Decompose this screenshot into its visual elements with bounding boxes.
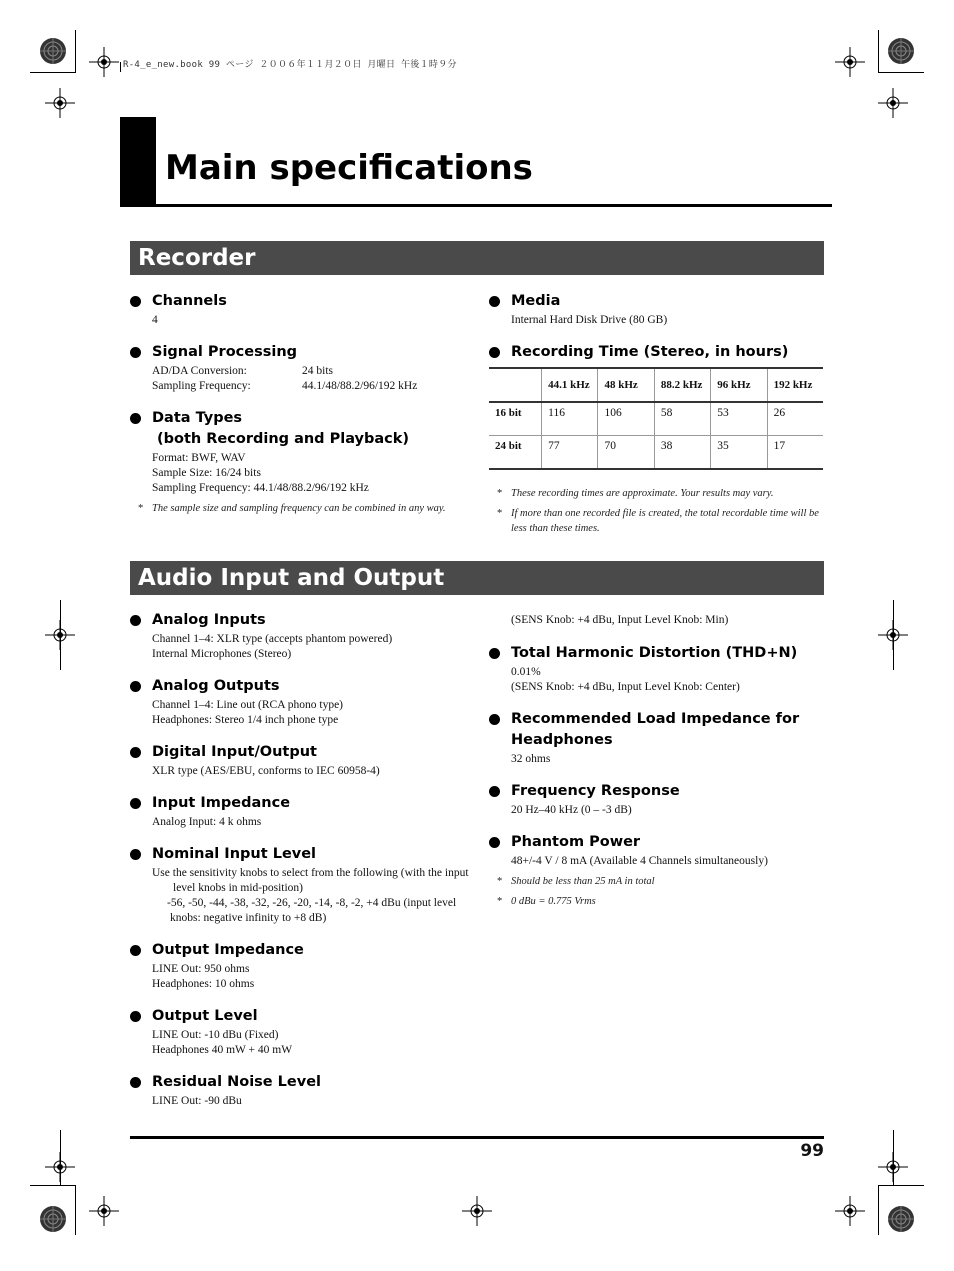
bullet-icon [489, 648, 500, 659]
bullet-icon [489, 296, 500, 307]
note-text: The sample size and sampling frequency can be combined in any way. [152, 503, 446, 514]
spec-label: Output Level [152, 1008, 258, 1024]
spec-label-continued: Headphones [511, 732, 613, 748]
section-heading-recorder: Recorder [138, 245, 256, 271]
crop-line [75, 30, 76, 72]
spec-key: AD/DA Conversion: [152, 365, 247, 377]
spec-residual-noise [130, 1072, 470, 1109]
registration-mark-bottom-center [462, 1196, 492, 1226]
spec-label: Input Impedance [152, 795, 291, 811]
note-text: 0 dBu = 0.775 Vrms [511, 896, 596, 907]
table-row [489, 436, 823, 470]
spec-label: Residual Noise Level [152, 1074, 322, 1090]
crop-line [878, 1185, 879, 1235]
crop-line [893, 600, 894, 670]
spec-label: Media [511, 293, 561, 309]
note-asterisk: * [497, 488, 503, 499]
recorder-right-column [489, 291, 825, 550]
bullet-icon [489, 786, 500, 797]
audio-io-left-column [130, 610, 470, 1123]
bullet-icon [130, 347, 141, 358]
bullet-icon [130, 798, 141, 809]
spec-value: Sample Size: 16/24 bits [152, 467, 261, 479]
note-asterisk: * [138, 503, 144, 514]
crop-line [30, 72, 76, 73]
spec-label: Total Harmonic Distortion (THD+N) [511, 645, 798, 661]
spec-thd [489, 643, 825, 695]
table-cell: 17 [767, 436, 823, 470]
crop-line [30, 1185, 76, 1186]
spec-frequency-response [489, 781, 825, 818]
spec-value: Analog Input: 4 k ohms [152, 816, 262, 828]
bullet-icon [489, 837, 500, 848]
registration-disc-bottom-left [39, 1205, 67, 1233]
table-row-header: 16 bit [489, 402, 542, 436]
spec-value: Channel 1–4: XLR type (accepts phantom powered) [152, 633, 393, 645]
spec-label-continued: (both Recording and Playback) [157, 431, 410, 447]
spec-value: Format: BWF, WAV [152, 452, 246, 464]
spec-label: Frequency Response [511, 783, 680, 799]
spec-phantom-power [489, 832, 825, 909]
note-text: If more than one recorded file is created, the total recordable time will be less than these times. [511, 508, 819, 534]
note-asterisk: * [497, 876, 503, 887]
footer-rule [130, 1136, 824, 1139]
spec-value: Internal Microphones (Stereo) [152, 648, 292, 660]
spec-value: 4 [152, 314, 158, 326]
spec-value: LINE Out: -90 dBu [152, 1095, 242, 1107]
table-column-header: 96 kHz [711, 368, 767, 402]
table-cell: 77 [542, 436, 598, 470]
registration-mark-top-left-inner [89, 47, 119, 77]
table-cell: 58 [654, 402, 710, 436]
table-corner-cell [489, 368, 542, 402]
spec-label: Output Impedance [152, 942, 304, 958]
spec-signal-processing [130, 342, 470, 394]
note-text: Should be less than 25 mA in total [511, 876, 655, 887]
registration-mark-top-left-outer [45, 88, 75, 118]
spec-value: 20 Hz–40 kHz (0 – -3 dB) [511, 804, 632, 816]
recording-time-table [489, 367, 823, 470]
table-row-header: 24 bit [489, 436, 542, 470]
spec-nominal-input-level [130, 844, 470, 926]
section-bar-recorder [130, 241, 824, 275]
crop-line [120, 62, 121, 72]
bullet-icon [130, 1077, 141, 1088]
table-cell: 35 [711, 436, 767, 470]
spec-value: 48+/-4 V / 8 mA (Available 4 Channels simultaneously) [511, 855, 768, 867]
crop-line [60, 600, 61, 670]
table-header-row [489, 368, 823, 402]
title-rule [120, 204, 832, 207]
crop-line [878, 1185, 924, 1186]
table-column-header: 44.1 kHz [542, 368, 598, 402]
registration-disc-top-left [39, 37, 67, 65]
spec-value: 44.1/48/88.2/96/192 kHz [302, 380, 418, 392]
spec-value-continued: (SENS Knob: +4 dBu, Input Level Knob: Min) [511, 614, 729, 626]
spec-value: -56, -50, -44, -38, -32, -26, -20, -14, -8, -2, +4 dBu (input level knobs: negative infinity to +8 dB) [167, 897, 457, 924]
table-row [489, 402, 823, 436]
bullet-icon [489, 347, 500, 358]
crop-line [893, 1130, 894, 1185]
table-cell: 38 [654, 436, 710, 470]
spec-value: Headphones: 10 ohms [152, 978, 255, 990]
registration-mark-bottom-right-inner [835, 1196, 865, 1226]
registration-mark-bottom-left-inner [89, 1196, 119, 1226]
spec-value: XLR type (AES/EBU, conforms to IEC 60958-4) [152, 765, 380, 777]
spec-label: Digital Input/Output [152, 744, 317, 760]
crop-line [878, 72, 924, 73]
page-number: 99 [800, 1141, 824, 1161]
spec-value: (SENS Knob: +4 dBu, Input Level Knob: Center) [511, 681, 740, 693]
section-heading-audio-io: Audio Input and Output [138, 565, 445, 591]
spec-media [489, 291, 825, 328]
note-text: These recording times are approximate. Your results may vary. [511, 488, 774, 499]
spec-analog-inputs [130, 610, 470, 662]
spec-label: Data Types [152, 410, 243, 426]
table-cell: 53 [711, 402, 767, 436]
spec-value: Channel 1–4: Line out (RCA phono type) [152, 699, 344, 711]
spec-value: Internal Hard Disk Drive (80 GB) [511, 314, 668, 326]
spec-data-types [130, 408, 470, 516]
spec-digital-io [130, 742, 470, 779]
crop-line [878, 30, 879, 72]
spec-label: Phantom Power [511, 834, 641, 850]
spec-output-impedance [130, 940, 470, 992]
bullet-icon [130, 747, 141, 758]
table-column-header: 192 kHz [767, 368, 823, 402]
spec-label: Signal Processing [152, 344, 298, 360]
title-block-accent [120, 117, 156, 206]
table-column-header: 48 kHz [598, 368, 654, 402]
table-cell: 70 [598, 436, 654, 470]
registration-disc-top-right [887, 37, 915, 65]
registration-mark-top-right-inner [835, 47, 865, 77]
spec-value: Headphones: Stereo 1/4 inch phone type [152, 714, 339, 726]
spec-value: LINE Out: 950 ohms [152, 963, 250, 975]
spec-label: Recommended Load Impedance for [511, 711, 800, 727]
spec-label: Recording Time (Stereo, in hours) [511, 344, 789, 360]
spec-label: Channels [152, 293, 227, 309]
table-cell: 106 [598, 402, 654, 436]
table-column-header: 88.2 kHz [654, 368, 710, 402]
bullet-icon [130, 681, 141, 692]
spec-value: 24 bits [302, 365, 333, 377]
note-asterisk: * [497, 508, 503, 519]
page-title: Main specifications [165, 148, 533, 188]
spec-value: Use the sensitivity knobs to select from the following (with the input level knobs in mid-position) [152, 867, 469, 894]
spec-analog-outputs [130, 676, 470, 728]
print-info-header: R-4_e_new.book 99 ページ ２００６年１１月２０日 月曜日 午後１時９分 [123, 60, 457, 70]
spec-input-impedance [130, 793, 470, 830]
spec-load-impedance [489, 709, 825, 767]
spec-label: Nominal Input Level [152, 846, 317, 862]
spec-recording-time [489, 342, 825, 536]
spec-value: Headphones 40 mW + 40 mW [152, 1044, 293, 1056]
registration-mark-top-right-outer [878, 88, 908, 118]
bullet-icon [130, 413, 141, 424]
bullet-icon [130, 849, 141, 860]
spec-channels [130, 291, 470, 328]
spec-output-level [130, 1006, 470, 1058]
crop-line [60, 1130, 61, 1185]
spec-value: Sampling Frequency: 44.1/48/88.2/96/192 kHz [152, 482, 369, 494]
recorder-left-column [130, 291, 470, 530]
section-bar-audio-io [130, 561, 824, 595]
spec-value: 32 ohms [511, 753, 551, 765]
bullet-icon [130, 296, 141, 307]
crop-line [75, 1185, 76, 1235]
note-asterisk: * [497, 896, 503, 907]
spec-value: 0.01% [511, 666, 541, 678]
bullet-icon [489, 714, 500, 725]
spec-value: LINE Out: -10 dBu (Fixed) [152, 1029, 279, 1041]
spec-label: Analog Outputs [152, 678, 280, 694]
table-cell: 116 [542, 402, 598, 436]
registration-disc-bottom-right [887, 1205, 915, 1233]
table-cell: 26 [767, 402, 823, 436]
audio-io-right-column [489, 612, 825, 923]
bullet-icon [130, 1011, 141, 1022]
spec-label: Analog Inputs [152, 612, 266, 628]
bullet-icon [130, 615, 141, 626]
bullet-icon [130, 945, 141, 956]
spec-key: Sampling Frequency: [152, 380, 251, 392]
